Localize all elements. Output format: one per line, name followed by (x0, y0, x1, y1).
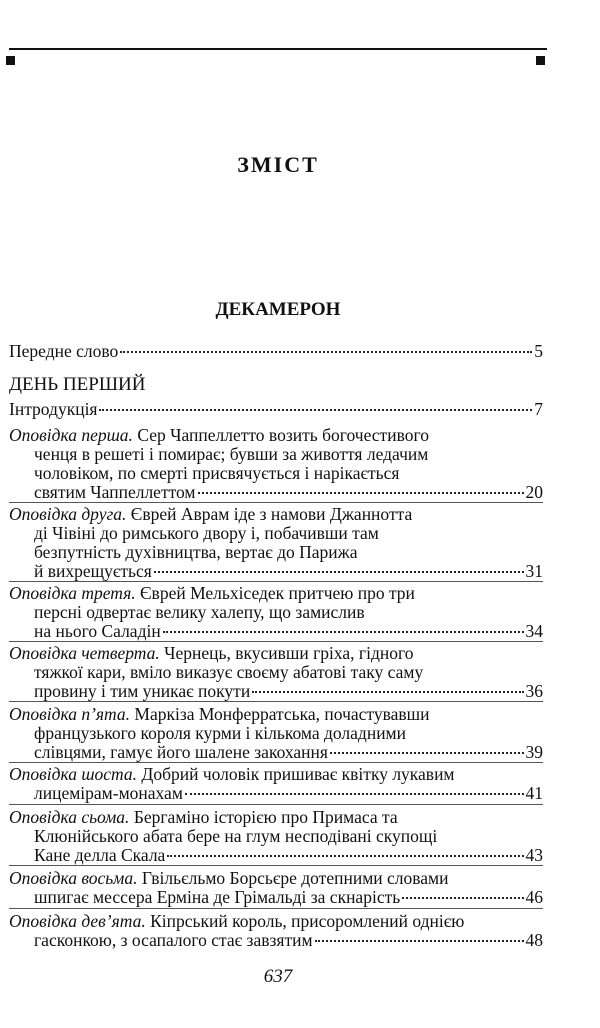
story-page: 46 (525, 887, 543, 907)
story-line: Чернець, вкусивши гріха, гідного (164, 643, 414, 663)
leader-dots (252, 691, 523, 693)
story-line: Добрий чоловік пришиває квітку лукавим (141, 764, 455, 784)
story-label: Оповідка перша. (9, 425, 133, 445)
story-line: святим Чаппеллеттом (34, 482, 196, 502)
toc-story-6[interactable] (9, 765, 543, 803)
story-line: Гвільєльмо Борсьєре дотепними словами (141, 868, 449, 888)
story-line: шпигає мессера Ерміна де Грімальді за скнарість (34, 887, 401, 907)
story-label: Оповідка п’ята. (9, 704, 131, 724)
entry-separator (9, 502, 543, 503)
day-heading: ДЕНЬ ПЕРШИЙ (9, 374, 146, 395)
leader-dots (99, 409, 532, 411)
entry-separator (9, 804, 543, 805)
toc-story-5[interactable] (9, 705, 543, 762)
story-line: тяжкої кари, вміло виказує своєму абатові таку саму (34, 662, 424, 682)
story-label: Оповідка третя. (9, 583, 136, 603)
corner-mark-right (536, 56, 545, 65)
entry-separator (9, 701, 543, 702)
toc-story-2[interactable] (9, 505, 543, 581)
story-line: персні одвертає велику халепу, що замислив (34, 602, 365, 622)
toc-introduction-page: 7 (534, 399, 543, 419)
story-line: гасконкою, з осапалого стає завзятим (34, 930, 313, 950)
toc-story-3[interactable] (9, 584, 543, 641)
story-page: 31 (525, 561, 543, 581)
story-line: провину і тим уникає покути (34, 681, 251, 701)
story-line: ді Чівіні до римського двору і, побачивши там (34, 523, 379, 543)
story-line: лицемірам-монахам (34, 783, 183, 803)
story-line: Клюнійського абата бере на глум несподівані скупощі (34, 826, 438, 846)
story-label: Оповідка дев’ята. (9, 911, 146, 931)
entry-separator (9, 641, 543, 642)
top-rule (9, 48, 547, 50)
story-line: французького короля курми і кількома доладними (34, 723, 406, 743)
story-line: Єврей Мельхіседек притчею про три (140, 583, 415, 603)
page-number: 637 (263, 966, 293, 987)
story-page: 34 (525, 621, 543, 641)
story-label: Оповідка сьома. (9, 807, 130, 827)
story-label: Оповідка четверта. (9, 643, 160, 663)
leader-dots (163, 631, 524, 633)
page-title: ЗМІСТ (237, 152, 319, 177)
story-line: на нього Саладін (34, 621, 161, 641)
toc-foreword-page: 5 (534, 341, 543, 361)
story-line: ченця в решеті і помирає; бувши за живоття ледачим (34, 444, 429, 464)
leader-dots (402, 897, 523, 899)
corner-mark-left (6, 56, 15, 65)
story-page: 48 (525, 930, 543, 950)
story-line: й вихрещується (34, 561, 152, 581)
story-line: Маркіза Монферратська, почастувавши (134, 704, 430, 724)
story-line: безпутність духівництва, вертає до Парижа (34, 542, 358, 562)
toc-introduction-label: Інтродукція (9, 399, 98, 419)
toc-story-9[interactable] (9, 912, 543, 950)
story-line: Кане делла Скала (34, 845, 166, 865)
entry-separator (9, 581, 543, 582)
leader-dots (330, 752, 524, 754)
story-page: 43 (525, 845, 543, 865)
story-line: Кіпрський король, присоромлений однією (150, 911, 465, 931)
toc-story-7[interactable] (9, 808, 543, 865)
leader-dots (185, 793, 524, 795)
toc-story-1[interactable] (9, 426, 543, 502)
toc-foreword-label: Передне слово (9, 341, 119, 361)
leader-dots (154, 571, 524, 573)
toc-introduction[interactable] (9, 400, 543, 419)
book-title: ДЕКАМЕРОН (215, 299, 341, 320)
story-page: 39 (525, 742, 543, 762)
leader-dots (167, 855, 523, 857)
story-label: Оповідка восьма. (9, 868, 138, 888)
toc-foreword[interactable] (9, 342, 543, 361)
entry-separator (9, 865, 543, 866)
entry-separator (9, 908, 543, 909)
leader-dots (198, 492, 524, 494)
story-line: Сер Чаппеллетто возить богочестивого (137, 425, 429, 445)
entry-separator (9, 762, 543, 763)
story-line: Єврей Аврам іде з намови Джаннотта (130, 504, 413, 524)
story-page: 20 (525, 482, 543, 502)
leader-dots (120, 351, 532, 353)
story-label: Оповідка шоста. (9, 764, 138, 784)
story-line: чоловіком, по смерті присвячується і нарікається (34, 463, 400, 483)
story-page: 41 (525, 783, 543, 803)
toc-story-4[interactable] (9, 644, 543, 701)
story-label: Оповідка друга. (9, 504, 127, 524)
leader-dots (315, 940, 524, 942)
story-line: слівцями, гамує його шалене закохання (34, 742, 328, 762)
story-page: 36 (525, 681, 543, 701)
story-line: Бергаміно історією про Примаса та (133, 807, 398, 827)
toc-story-8[interactable] (9, 869, 543, 907)
